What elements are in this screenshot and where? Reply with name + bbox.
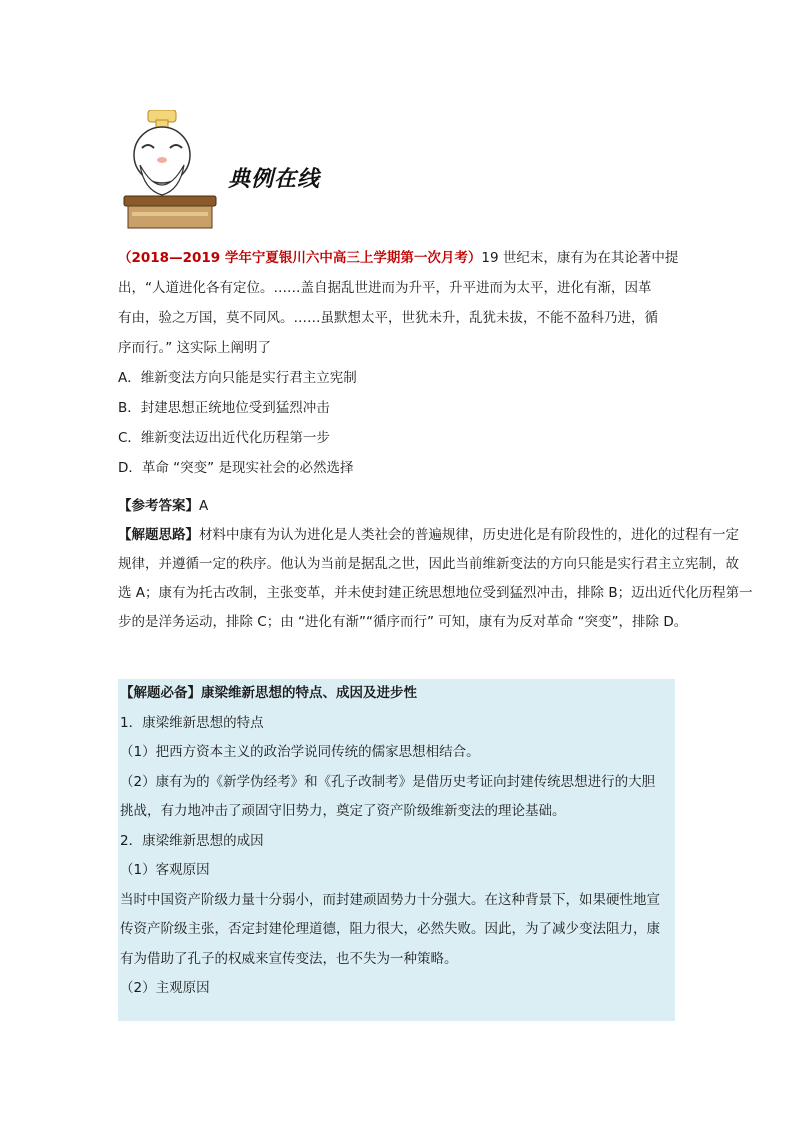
analysis-label: 【解题思路】 — [118, 527, 199, 543]
knowledge-line: （1）把西方资本主义的政治学说同传统的儒家思想相结合。 — [120, 744, 480, 760]
confucius-cartoon-icon — [118, 110, 228, 230]
section-title: 典例在线 — [228, 166, 321, 192]
knowledge-line: 传资产阶级主张，否定封建伦理道德，阻力很大，必然失败。因此，为了减少变法阻力，康 — [120, 921, 660, 937]
knowledge-line: （2）康有为的《新学伪经考》和《孔子改制考》是借历史考证向封建传统思想进行的大胆 — [120, 773, 656, 790]
analysis-line: 规律，并遵循一定的秩序。他认为当前是据乱之世，因此当前维新变法的方向只能是实行君主立宪制，故 — [118, 556, 739, 572]
question-stem-line: 出，“人道进化各有定位。……盖自据乱世进而为升平，升平进而为太平，进化有渐，因革 — [118, 280, 652, 296]
knowledge-line: 当时中国资产阶级力量十分弱小，而封建顽固势力十分强大。在这种背景下，如果硬性地宣 — [120, 891, 660, 908]
analysis-line: 步的是洋务运动，排除 C；由 “进化有渐”“循序而行” 可知，康有为反对革命 “突变”，排除 D。 — [118, 614, 688, 630]
question-stem-line: 19 世纪末，康有为在其论著中提 — [481, 250, 679, 266]
reference-answer — [118, 492, 778, 521]
knowledge-line: 挑战，有力地冲击了顽固守旧势力，奠定了资产阶级维新变法的理论基础。 — [120, 803, 566, 819]
answer-block — [118, 492, 778, 637]
option-b: B．封建思想正统地位受到猛烈冲击 — [118, 400, 330, 416]
knowledge-line: 有为借助了孔子的权威来宣传变法，也不失为一种策略。 — [120, 950, 458, 967]
analysis-line — [118, 521, 778, 550]
knowledge-line: 1．康梁维新思想的特点 — [120, 714, 264, 731]
knowledge-line: （2）主观原因 — [120, 980, 210, 996]
knowledge-line: （1）客观原因 — [120, 862, 210, 878]
question-source: （2018—2019 学年宁夏银川六中高三上学期第一次月考） — [118, 250, 482, 266]
knowledge-heading — [120, 679, 675, 709]
answer-value: A — [199, 498, 209, 514]
option-a: A．维新变法方向只能是实行君主立宪制 — [118, 370, 357, 386]
knowledge-box — [118, 679, 675, 1021]
answer-label: 【参考答案】 — [118, 498, 199, 514]
question-stem-line: 序而行。” 这实际上阐明了 — [118, 340, 272, 356]
option-c: C．维新变法迈出近代化历程第一步 — [118, 430, 330, 446]
question-stem-line: 有由，验之万国，莫不同风。……虽默想太平，世犹未升，乱犹未拔，不能不盈科乃进，循 — [118, 310, 658, 326]
analysis-text: 材料中康有为认为进化是人类社会的普遍规律，历史进化是有阶段性的，进化的过程有一定 — [199, 527, 739, 543]
knowledge-label: 【解题必备】 — [120, 685, 201, 701]
question-block — [118, 243, 678, 483]
knowledge-line: 2．康梁维新思想的成因 — [120, 832, 264, 849]
analysis-line: 选 A；康有为托古改制，主张变革，并未使封建正统思想地位受到猛烈冲击，排除 B；迈出近代化历程第一 — [118, 585, 753, 601]
question-first-line — [118, 243, 678, 273]
knowledge-title: 康梁维新思想的特点、成因及进步性 — [201, 685, 417, 701]
option-d: D．革命 “突变” 是现实社会的必然选择 — [118, 460, 354, 476]
